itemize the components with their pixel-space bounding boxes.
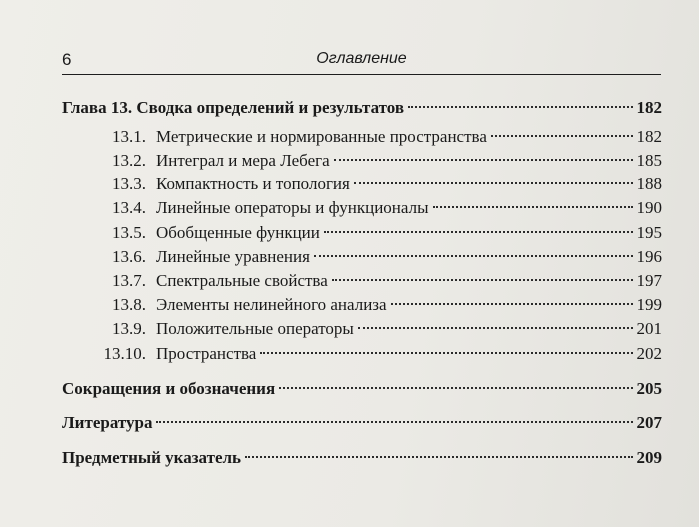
toc-section-number: 13.2. — [112, 151, 146, 170]
toc-entry-title: Линейные уравнения — [156, 247, 310, 266]
toc-entry-title: Элементы нелинейного анализа — [156, 295, 387, 314]
toc-entry-title: Обобщенные функции — [156, 223, 320, 242]
toc-page-number: 185 — [636, 151, 662, 170]
toc-section-entry — [62, 271, 662, 293]
toc-entry-title: Пространства — [156, 344, 257, 363]
dot-leader — [332, 279, 633, 281]
toc-page-number: 207 — [636, 413, 662, 432]
toc-chapter-entry — [62, 413, 662, 435]
toc-section-number: 13.10. — [103, 344, 146, 363]
toc-section-entry — [62, 198, 662, 220]
toc-entry-title: Линейные операторы и функционалы — [156, 198, 429, 217]
toc-section-number: 13.7. — [112, 271, 146, 290]
toc-section-number: 13.3. — [112, 174, 146, 193]
running-title: Оглавление — [316, 50, 407, 67]
toc-section-number: 13.9. — [112, 319, 146, 338]
toc-section-number: 13.5. — [112, 223, 146, 242]
toc-section-number: 13.4. — [112, 198, 146, 217]
toc-page-number: 199 — [636, 295, 662, 314]
toc-chapter-entry — [62, 98, 662, 120]
dot-leader — [354, 182, 633, 184]
dot-leader — [324, 231, 633, 233]
toc-page-number: 182 — [636, 98, 662, 117]
toc-chapter-entry — [62, 379, 662, 401]
toc-entry-title: Спектральные свойства — [156, 271, 328, 290]
dot-leader — [358, 327, 633, 329]
toc-page-number: 190 — [636, 198, 662, 217]
toc-section-entry — [62, 295, 662, 317]
toc-section-number: 13.1. — [112, 127, 146, 146]
dot-leader — [279, 387, 632, 389]
dot-leader — [245, 456, 632, 458]
toc-entry-title: Метрические и нормированные пространства — [156, 127, 487, 146]
toc-page-number: 205 — [636, 379, 662, 398]
toc-page-number: 182 — [636, 127, 662, 146]
toc-entry-title: Сокращения и обозначения — [62, 379, 276, 398]
dot-leader — [408, 106, 632, 108]
toc-entry-title: Литература — [62, 413, 153, 432]
toc-page-number: 209 — [636, 448, 662, 467]
toc-section-entry — [62, 151, 662, 173]
toc-section-entry — [62, 223, 662, 245]
dot-leader — [334, 159, 633, 161]
dot-leader — [433, 206, 633, 208]
dot-leader — [391, 303, 633, 305]
toc-section-entry — [62, 174, 662, 196]
toc-section-entry — [62, 319, 662, 341]
dot-leader — [260, 352, 632, 354]
toc-entry-title: Глава 13. Сводка определений и результатов — [62, 98, 405, 117]
dot-leader — [314, 255, 633, 257]
toc-section-entry — [62, 127, 662, 149]
page-number: 6 — [62, 50, 72, 69]
toc-page-number: 201 — [636, 319, 662, 338]
dot-leader — [156, 421, 632, 423]
toc-entry-title: Интеграл и мера Лебега — [156, 151, 330, 170]
toc-entry-title: Компактность и топология — [156, 174, 350, 193]
toc-entry-title: Предметный указатель — [62, 448, 242, 467]
dot-leader — [491, 135, 633, 137]
toc-page-number: 197 — [636, 271, 662, 290]
toc-page-number: 202 — [636, 344, 662, 363]
page-header — [62, 44, 661, 75]
toc-section-entry — [62, 344, 662, 366]
toc-entry-title: Положительные операторы — [156, 319, 354, 338]
toc-section-number: 13.6. — [112, 247, 146, 266]
toc-page-number: 195 — [636, 223, 662, 242]
toc-page-number: 188 — [636, 174, 662, 193]
toc-section-number: 13.8. — [112, 295, 146, 314]
toc-page-number: 196 — [636, 247, 662, 266]
toc-section-entry — [62, 247, 662, 269]
toc-chapter-entry — [62, 448, 662, 470]
